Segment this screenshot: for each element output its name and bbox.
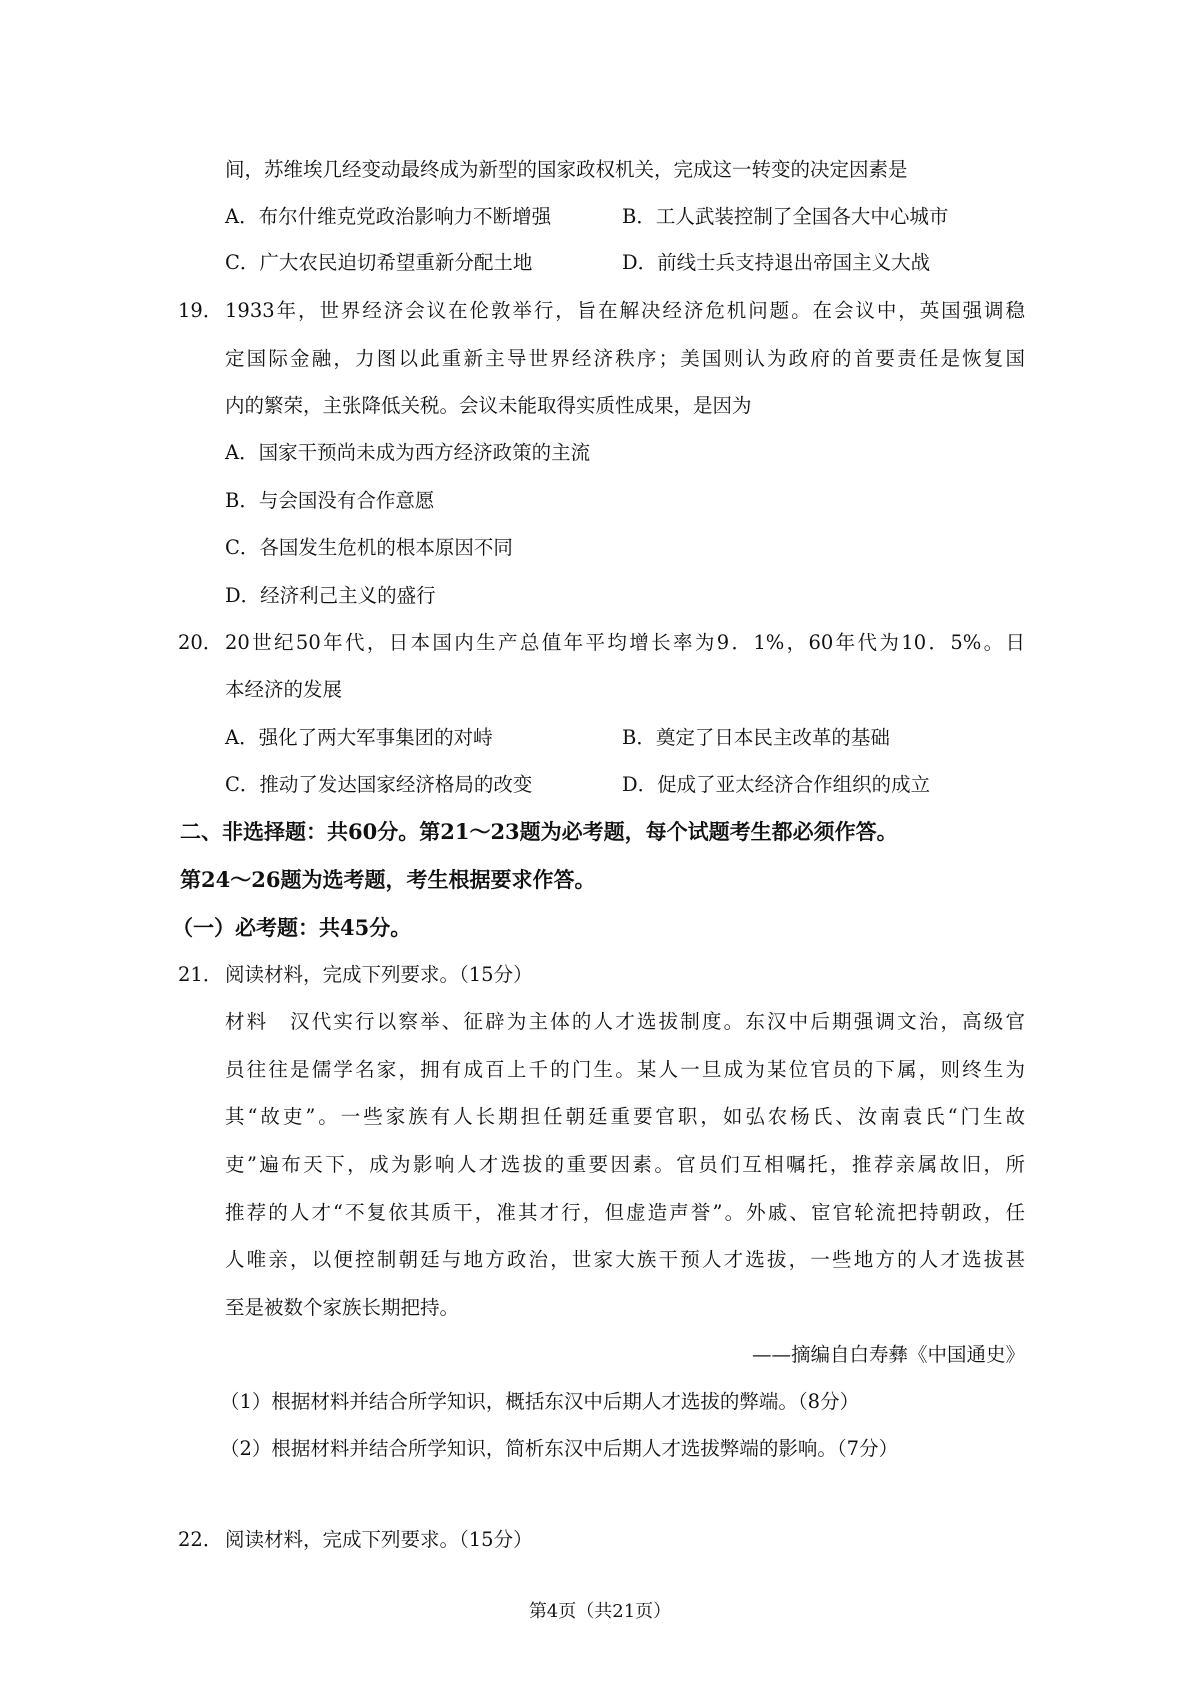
page-footer: 第4页（共21页）	[528, 1601, 672, 1622]
q18-continuation: 间，苏维埃几经变动最终成为新型的国家政权机关，完成这一转变的决定因素是	[225, 158, 908, 181]
q21-source: ——摘编自白寿彝《中国通史》	[751, 1343, 1025, 1366]
q21-material-line: 材料 汉代实行以察举、征辟为主体的人才选拔制度。东汉中后期强调文治，高级官	[225, 1010, 1025, 1033]
section-heading: 第24～26题为选考题，考生根据要求作答。	[180, 867, 596, 892]
q19-stem-line: 定国际金融，力图以此重新主导世界经济秩序；美国则认为政府的首要责任是恢复国	[225, 347, 1025, 370]
q21-part-2: （2）根据材料并结合所学知识，简析东汉中后期人才选拔弊端的影响。（7分）	[220, 1437, 899, 1460]
q21-material-line: 其“故吏”。一些家族有人长期担任朝廷重要官职，如弘农杨氏、汝南袁氏“门生故	[225, 1105, 1025, 1128]
q21-stem: 阅读材料，完成下列要求。（15分）	[225, 963, 533, 986]
q21-number: 21．	[178, 963, 223, 986]
q20-option-c: C．推动了发达国家经济格局的改变	[225, 773, 533, 796]
q20-option-a: A．强化了两大军事集团的对峙	[225, 726, 493, 749]
q19-stem-line: 内的繁荣，主张降低关税。会议未能取得实质性成果，是因为	[225, 394, 752, 417]
q21-material-line: 至是被数个家族长期把持。	[225, 1296, 460, 1319]
q21-material-line: 员往往是儒学名家，拥有成百上千的门生。某人一旦成为某位官员的下属，则终生为	[225, 1058, 1025, 1081]
subsection-heading: （一）必考题：共45分。	[172, 915, 412, 940]
q19-option-d: D．经济利己主义的盛行	[225, 584, 436, 607]
q19-option-c: C．各国发生危机的根本原因不同	[225, 536, 513, 559]
q18-option-c: C．广大农民迫切希望重新分配土地	[225, 251, 533, 274]
q21-material-line: 吏”遍布天下，成为影响人才选拔的重要因素。官员们互相嘱托，推荐亲属故旧，所	[225, 1153, 1025, 1176]
section-heading: 二、非选择题：共60分。第21～23题为必考题，每个试题考生都必须作答。	[180, 819, 898, 844]
q21-material-line: 推荐的人才“不复依其质干，准其才行，但虚造声誉”。外戚、宦官轮流把持朝政，任	[225, 1201, 1025, 1224]
q22-stem: 阅读材料，完成下列要求。（15分）	[225, 1528, 533, 1551]
q18-option-d: D．前线士兵支持退出帝国主义大战	[622, 251, 931, 274]
q18-option-b: B．工人武装控制了全国各大中心城市	[622, 205, 949, 228]
q19-option-b: B．与会国没有合作意愿	[225, 489, 435, 512]
q18-option-a: A．布尔什维克党政治影响力不断增强	[225, 205, 552, 228]
q20-option-d: D．促成了亚太经济合作组织的成立	[622, 773, 931, 796]
q19-number: 19．	[178, 299, 223, 322]
q20-number: 20．	[178, 631, 223, 654]
q19-option-a: A．国家干预尚未成为西方经济政策的主流	[225, 441, 591, 464]
q20-option-b: B．奠定了日本民主改革的基础	[622, 726, 890, 749]
q21-part-1: （1）根据材料并结合所学知识，概括东汉中后期人才选拔的弊端。（8分）	[220, 1390, 860, 1413]
q22-number: 22．	[178, 1528, 223, 1551]
q19-stem-line: 1933年，世界经济会议在伦敦举行，旨在解决经济危机问题。在会议中，英国强调稳	[225, 299, 1025, 322]
q21-material-line: 人唯亲，以便控制朝廷与地方政治，世家大族干预人才选拔，一些地方的人才选拔甚	[225, 1248, 1025, 1271]
q20-stem-line: 20世纪50年代，日本国内生产总值年平均增长率为9．1%，60年代为10．5%。日	[225, 631, 1025, 654]
q20-stem-line: 本经济的发展	[225, 678, 343, 701]
